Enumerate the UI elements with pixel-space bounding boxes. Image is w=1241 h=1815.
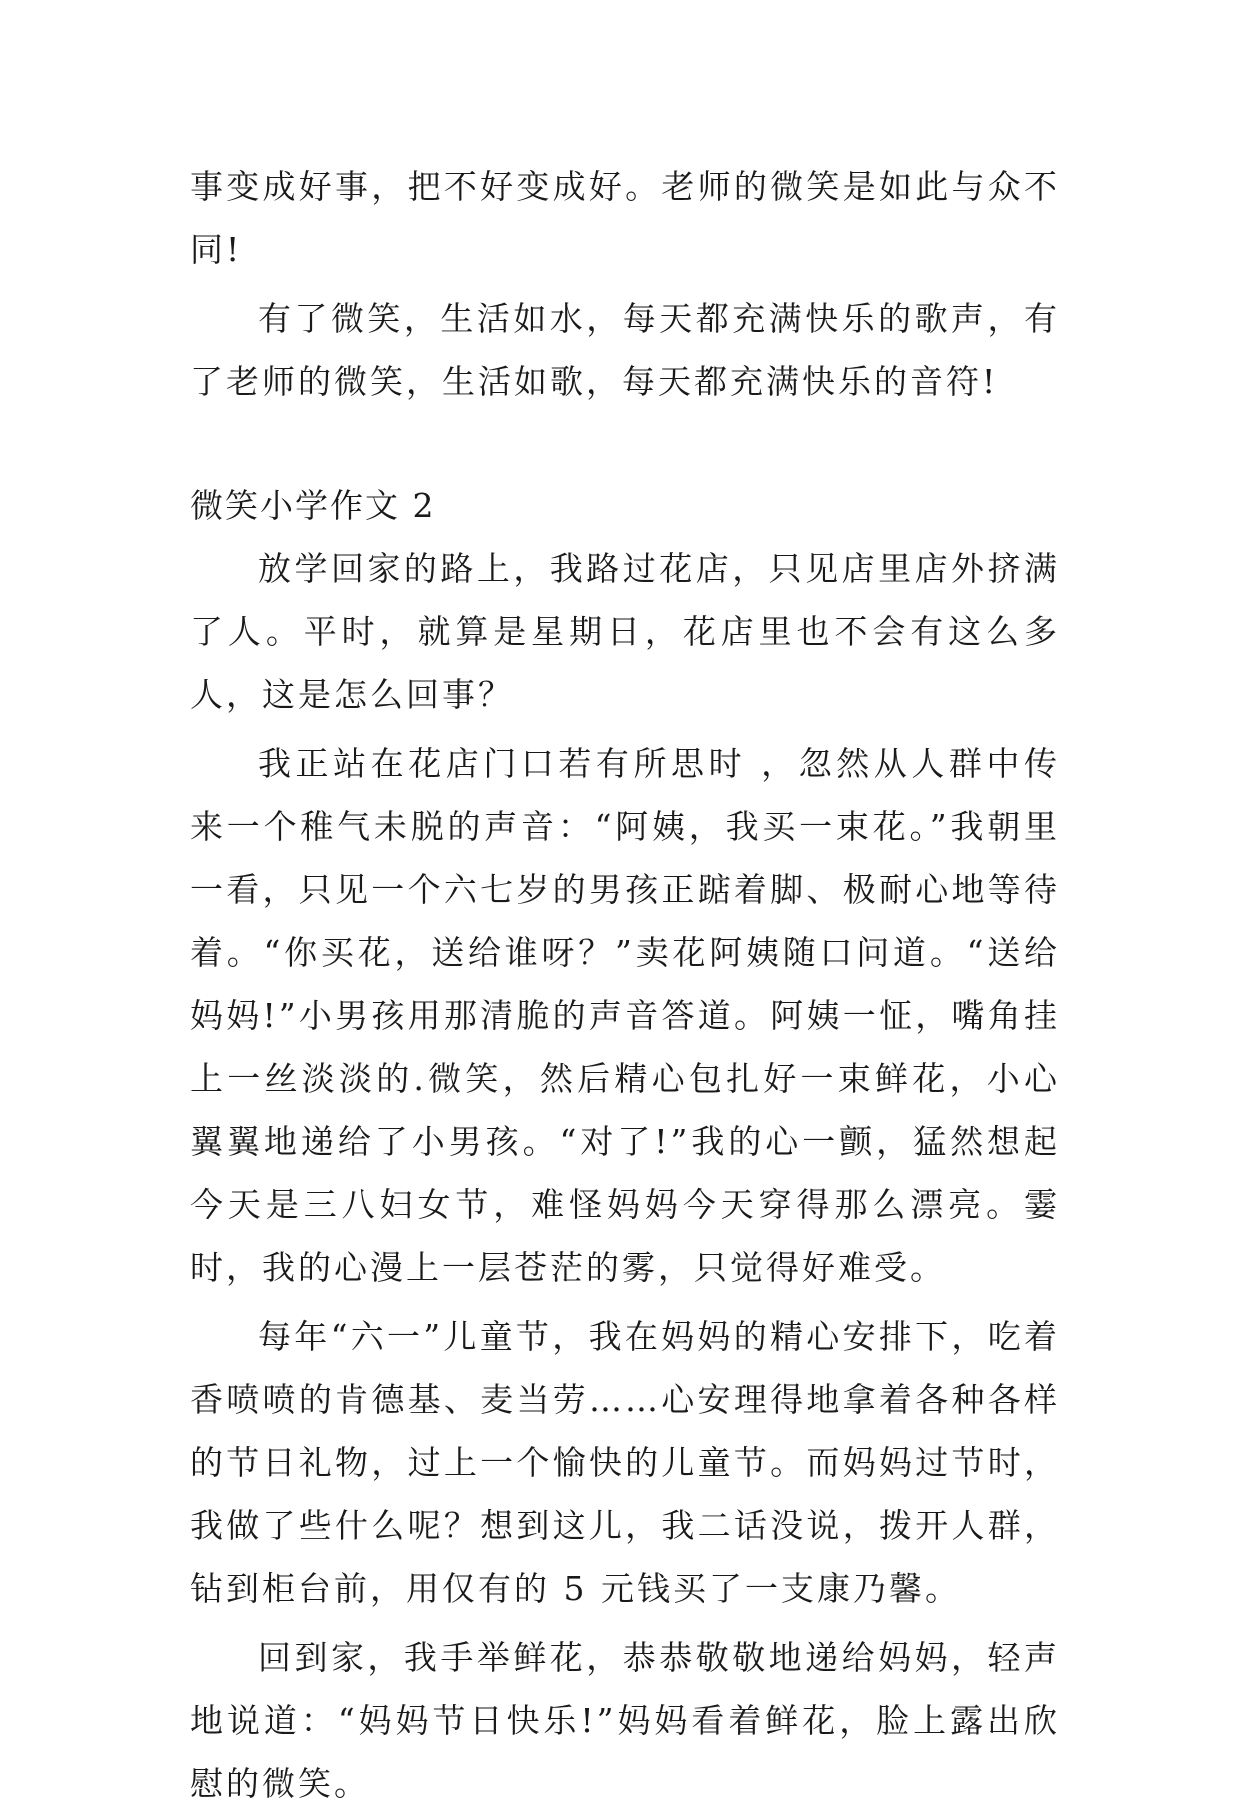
document-body xyxy=(190,155,1060,1815)
paragraph-continued: 事变成好事，把不好变成好。老师的微笑是如此与众不同! xyxy=(190,167,1060,269)
paragraph: 放学回家的路上，我路过花店，只见店里店外挤满了人。平时，就算是星期日，花店里也不会有这么多人，这是怎么回事？ xyxy=(190,549,1060,714)
paragraph: 回到家，我手举鲜花，恭恭敬敬地递给妈妈，轻声地说道：“妈妈节日快乐!”妈妈看着鲜花，脸上露出欣慰的微笑。 xyxy=(190,1638,1060,1803)
paragraph: 有了微笑，生活如水，每天都充满快乐的歌声，有了老师的微笑，生活如歌，每天都充满快乐的音符! xyxy=(190,299,1060,401)
paragraph: 我正站在花店门口若有所思时 ，忽然从人群中传来一个稚气未脱的声音：“阿姨，我买一束花。”我朝里一看，只见一个六七岁的男孩正踮着脚、极耐心地等待着。“你买花，送给谁呀？”卖花阿姨随口问道。“送给妈妈!”小男孩用那清脆的声音答道。阿姨一怔，嘴角挂上一丝淡淡的.微笑，然后精心包扎好一束鲜花，小心翼翼地递给了小男孩。“对了!”我的心一颤，猛然想起今天是三八妇女节，难怪妈妈今天穿得那么漂亮。霎时，我的心漫上一层苍茫的雾，只觉得好难受。 xyxy=(190,744,1060,1287)
paragraph: 每年“六一”儿童节，我在妈妈的精心安排下，吃着香喷喷的肯德基、麦当劳……心安理得地拿着各种各样的节日礼物，过上一个愉快的儿童节。而妈妈过节时，我做了些什么呢？想到这儿，我二话没说，拨开人群，钻到柜台前，用仅有的 5 元钱买了一支康乃馨。 xyxy=(190,1317,1060,1608)
section-title: 微笑小学作文 2 xyxy=(190,486,436,525)
